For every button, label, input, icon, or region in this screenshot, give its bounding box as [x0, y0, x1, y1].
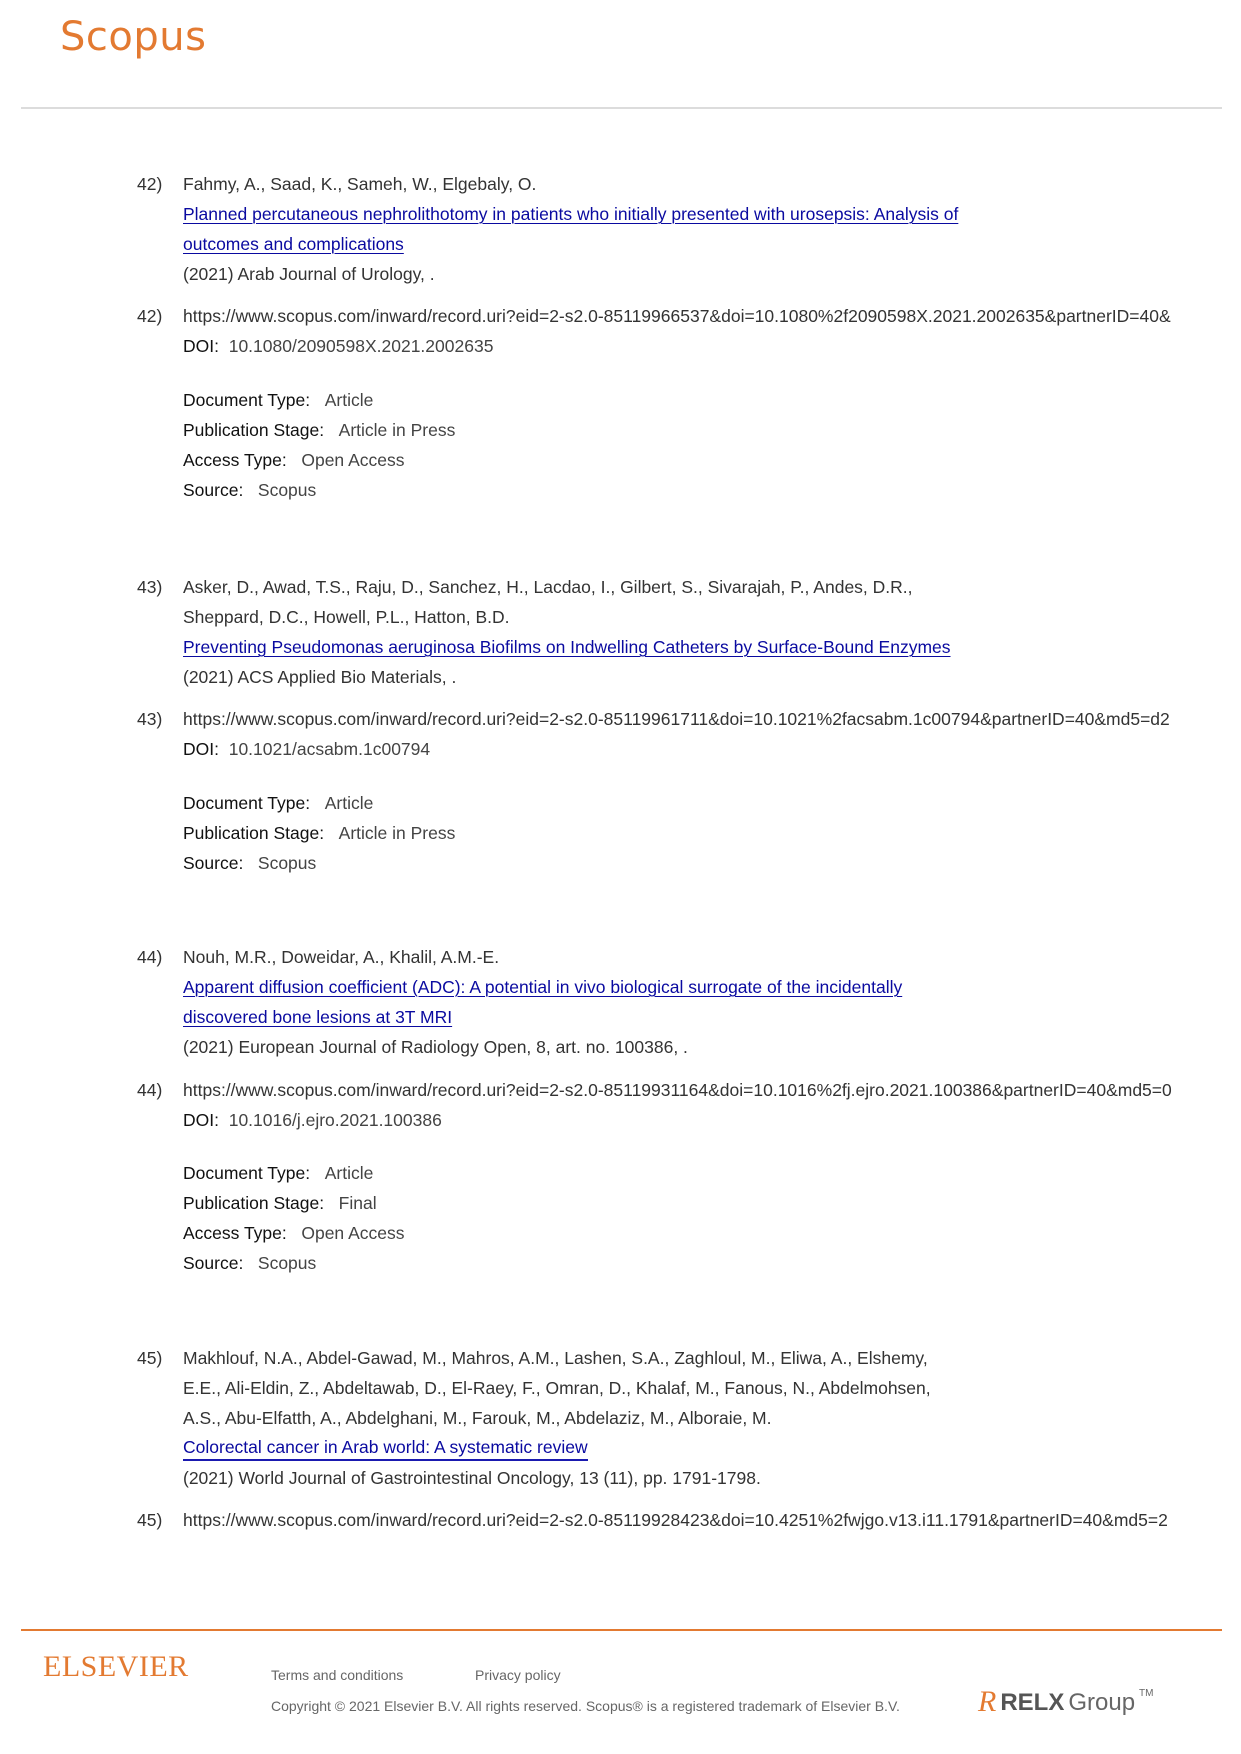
doi-value: 10.1080/2090598X.2021.2002635: [228, 336, 494, 356]
terms-link[interactable]: Terms and conditions: [271, 1667, 404, 1683]
entry-number: 42): [137, 306, 163, 326]
field-document-type: Document Type: Article: [183, 1163, 374, 1183]
entry-authors: Nouh, M.R., Doweidar, A., Khalil, A.M.-E.: [183, 947, 500, 967]
privacy-link[interactable]: Privacy policy: [475, 1667, 561, 1683]
entry-citation: (2021) World Journal of Gastrointestinal Oncology, 13 (11), pp. 1791-1798.: [183, 1468, 761, 1488]
scopus-logo: Scopus: [60, 14, 207, 60]
field-source: Source: Scopus: [183, 480, 317, 500]
footer-divider: [21, 1629, 1222, 1631]
field-document-type: Document Type: Article: [183, 793, 374, 813]
entry-url[interactable]: https://www.scopus.com/inward/record.uri?eid=2-s2.0-85119966537&doi=10.1080%2f2090598X.2021.2002635&partnerID=40&: [183, 306, 1171, 326]
page-header: [0, 0, 1241, 110]
entry-citation: (2021) ACS Applied Bio Materials, .: [183, 667, 457, 687]
entry-number: 44): [137, 1080, 163, 1100]
copyright-text: Copyright © 2021 Elsevier B.V. All rights reserved. Scopus® is a registered trademark of Elsevier B.V.: [271, 1698, 900, 1714]
field-source: Source: Scopus: [183, 1253, 317, 1273]
doi-label: DOI:: [183, 336, 219, 356]
entry-title-link[interactable]: Apparent diffusion coefficient (ADC): A potential in vivo biological surrogate of the incidentally: [183, 977, 903, 997]
field-access-type: Access Type: Open Access: [183, 450, 405, 470]
entry-authors: E.E., Ali-Eldin, Z., Abdeltawab, D., El-Raey, F., Omran, D., Khalaf, M., Fanous, N., Abdelmohsen,: [183, 1378, 931, 1398]
entry-number: 44): [137, 947, 163, 967]
field-source: Source: Scopus: [183, 853, 317, 873]
trademark-mark: TM: [1139, 1688, 1154, 1699]
entry-url[interactable]: https://www.scopus.com/inward/record.uri?eid=2-s2.0-85119931164&doi=10.1016%2fj.ejro.2021.100386&partnerID=40&md5=0: [183, 1080, 1172, 1100]
field-document-type: Document Type: Article: [183, 390, 374, 410]
field-publication-stage: Publication Stage: Article in Press: [183, 823, 456, 843]
elsevier-logo: ELSEVIER: [43, 1650, 189, 1683]
entry-number: 43): [137, 709, 163, 729]
entry-number: 45): [137, 1510, 163, 1530]
entry-authors: A.S., Abu-Elfatth, A., Abdelghani, M., Farouk, M., Abdelaziz, M., Alboraie, M.: [183, 1408, 772, 1428]
relx-group-label: Group: [1068, 1689, 1136, 1716]
doi-value: 10.1016/j.ejro.2021.100386: [228, 1110, 442, 1130]
field-publication-stage: Publication Stage: Final: [183, 1193, 377, 1213]
entry-title-link[interactable]: Planned percutaneous nephrolithotomy in patients who initially presented with urosepsis: Analysis of: [183, 204, 959, 224]
entry-title-link[interactable]: discovered bone lesions at 3T MRI: [183, 1007, 453, 1027]
entry-doi: [183, 1109, 442, 1131]
entry-url[interactable]: https://www.scopus.com/inward/record.uri?eid=2-s2.0-85119928423&doi=10.4251%2fwjgo.v13.i11.1791&partnerID=40&md5=2: [183, 1510, 1168, 1530]
doi-label: DOI:: [183, 1110, 219, 1130]
entry-number: 43): [137, 577, 163, 597]
field-access-type: Access Type: Open Access: [183, 1223, 405, 1243]
entry-doi: [183, 738, 430, 760]
entry-number: 42): [137, 174, 163, 194]
entry-citation: (2021) Arab Journal of Urology, .: [183, 264, 435, 284]
relx-mark-icon: R: [978, 1685, 997, 1718]
relx-group-logo: [978, 1685, 1154, 1718]
entry-citation: (2021) European Journal of Radiology Open, 8, art. no. 100386, .: [183, 1037, 688, 1057]
entry-title-link[interactable]: Preventing Pseudomonas aeruginosa Biofilms on Indwelling Catheters by Surface-Bound Enzymes: [183, 637, 951, 657]
field-publication-stage: Publication Stage: Article in Press: [183, 420, 456, 440]
doi-value: 10.1021/acsabm.1c00794: [228, 739, 431, 759]
entry-authors: Asker, D., Awad, T.S., Raju, D., Sanchez, H., Lacdao, I., Gilbert, S., Sivarajah, P., Andes, D.R.,: [183, 577, 913, 597]
entry-authors: Makhlouf, N.A., Abdel-Gawad, M., Mahros, A.M., Lashen, S.A., Zaghloul, M., Eliwa, A., Elshemy,: [183, 1348, 928, 1368]
entry-title-link[interactable]: Colorectal cancer in Arab world: A systematic review: [183, 1436, 588, 1461]
doi-label: DOI:: [183, 739, 219, 759]
entry-authors: Fahmy, A., Saad, K., Sameh, W., Elgebaly, O.: [183, 174, 537, 194]
entry-title-link[interactable]: outcomes and complications: [183, 234, 404, 254]
header-divider: [21, 107, 1222, 109]
entry-number: 45): [137, 1348, 163, 1368]
entry-authors: Sheppard, D.C., Howell, P.L., Hatton, B.D.: [183, 607, 510, 627]
relx-name: RELX: [1000, 1689, 1065, 1716]
entry-url[interactable]: https://www.scopus.com/inward/record.uri?eid=2-s2.0-85119961711&doi=10.1021%2facsabm.1c00794&partnerID=40&md5=d2: [183, 709, 1170, 729]
entry-doi: [183, 335, 493, 357]
